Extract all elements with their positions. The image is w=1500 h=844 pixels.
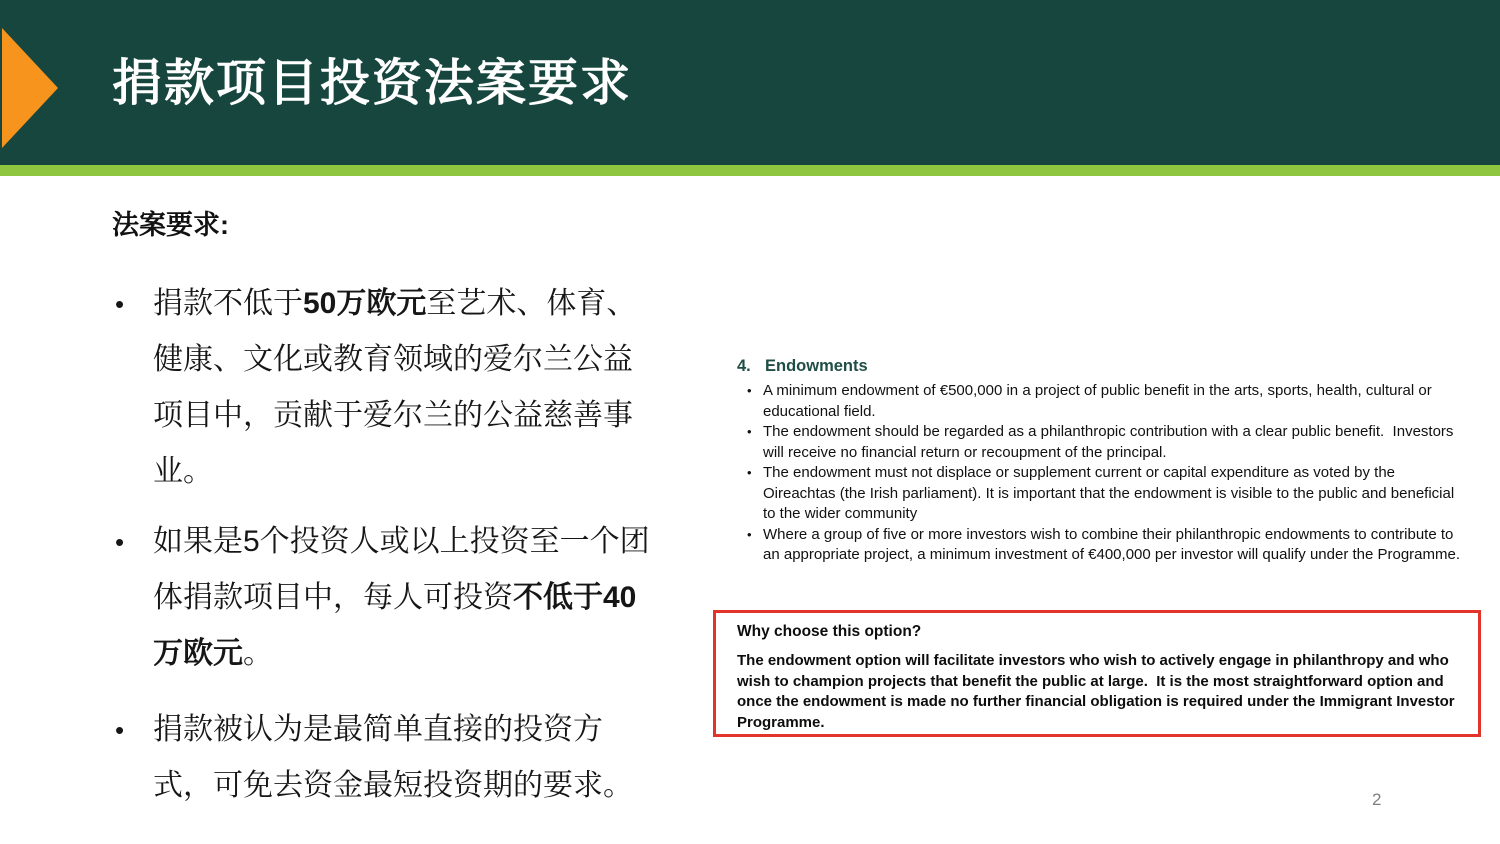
requirement-2-bold: 不低于40万欧元 [153, 581, 637, 670]
requirement-3-text: 捐款被认为是最简单直接的投资方式，可免去资金最短投资期的要求。 [153, 713, 633, 802]
requirement-1-text: 捐款不低于 [153, 287, 303, 320]
requirements-bullet-list [112, 276, 661, 814]
requirement-item-3 [112, 702, 661, 814]
callout-box [713, 610, 1481, 737]
requirements-heading: 法案要求: [112, 210, 229, 240]
endowments-bullet-list [737, 381, 1467, 566]
right-column [737, 356, 1467, 566]
callout-heading: Why choose this option? [737, 623, 922, 640]
endowments-heading [737, 356, 1467, 376]
endowments-item-1: • A minimum endowment of €500,000 in a project of public benefit in the arts, sports, health, cultural or educational field. [737, 381, 1467, 422]
left-column [112, 203, 664, 814]
slide-title: 捐款项目投资法案要求 [112, 55, 632, 111]
requirement-2-text: 如果是5个投资人或以上投资至一个团体捐款项目中，每人可投资 [153, 525, 650, 614]
accent-stripe [0, 165, 1500, 176]
endowments-section-number: 4. [737, 357, 751, 375]
requirement-1-text-cont: 至艺术、体育、健康、文化或教育领域的爱尔兰公益项目中，贡献于爱尔兰的公益慈善事业。 [153, 287, 637, 488]
header-banner [0, 0, 1500, 165]
requirement-2-text-cont: 。 [243, 637, 273, 670]
endowments-item-2: • The endowment should be regarded as a philanthropic contribution with a clear public benefit. Investors will receive no financial return or recoupment of the principal. [737, 422, 1467, 463]
page-number: 2 [1372, 790, 1382, 809]
endowments-section-title: Endowments [765, 357, 868, 375]
header-arrow-icon [0, 27, 60, 149]
callout-body: The endowment option will facilitate investors who wish to actively engage in philanthropy and who wish to champion projects that benefit the public at large. It is the most straightforward option and once the endowment is made no further financial obligation is required under the Immigrant Investor Programme. [737, 652, 1459, 731]
endowments-item-3: • The endowment must not displace or supplement current or capital expenditure as voted by the Oireachtas (the Irish parliament). It is important that the endowment is visible to the public and beneficial to the wider community [737, 463, 1467, 525]
endowments-item-4: • Where a group of five or more investors wish to combine their philanthropic endowments to contribute to an appropriate project, a minimum investment of €400,000 per investor will qualify under the Programme. [737, 525, 1467, 566]
requirement-1-bold: 50万欧元 [303, 287, 427, 320]
requirement-item-2 [112, 514, 661, 682]
requirement-item-1 [112, 276, 661, 500]
